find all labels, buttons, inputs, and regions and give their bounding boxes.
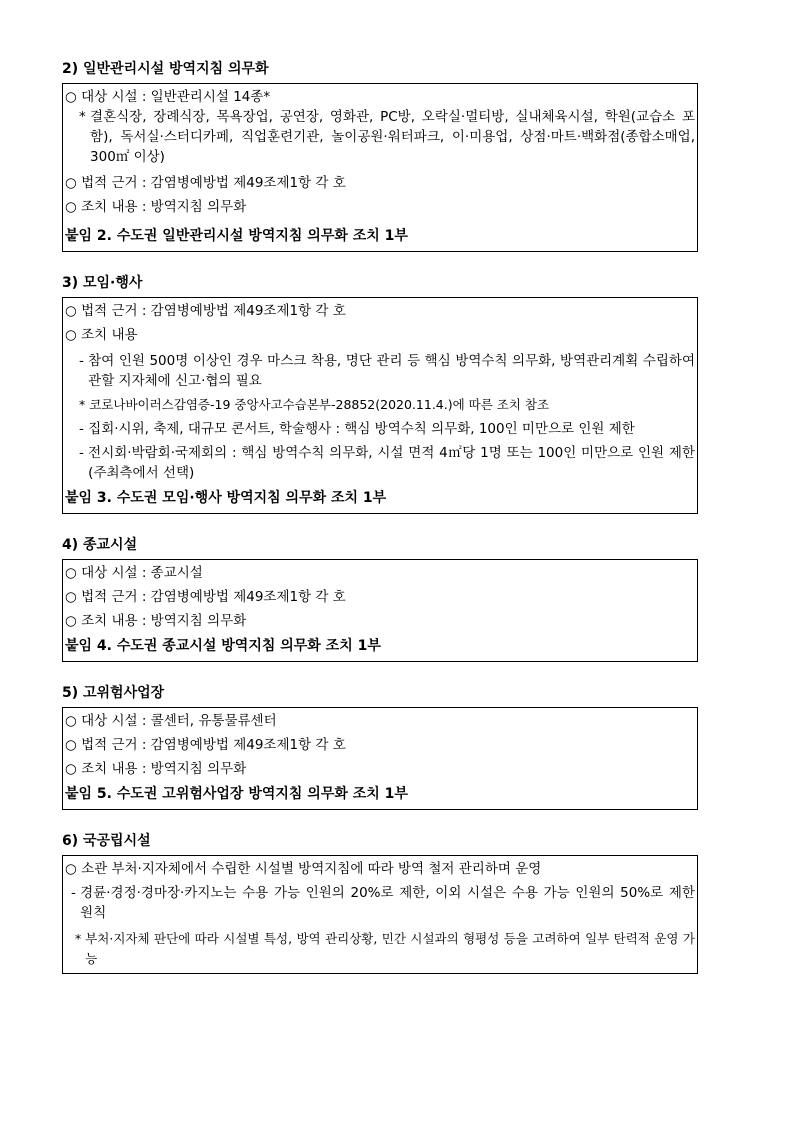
bullet-item bbox=[65, 325, 695, 345]
item-text: 부처·지자체 판단에 따라 시설별 특성, 방역 관리상황, 민간 시설과의 형평성 등을 고려하여 일부 탄력적 운영 가능 bbox=[85, 931, 695, 966]
item-text: 집회·시위, 축제, 대규모 콘서트, 학술행사 : 핵심 방역수칙 의무화, 100인 미만으로 인원 제한 bbox=[88, 421, 635, 437]
circle-bullet: ○ bbox=[65, 589, 77, 605]
dash-bullet: - bbox=[71, 885, 76, 901]
section-box-religious-facilities bbox=[62, 559, 698, 662]
item-text: 조치 내용 : 방역지침 의무화 bbox=[81, 613, 247, 629]
item-text: 조치 내용 bbox=[81, 327, 138, 343]
bullet-item bbox=[65, 197, 695, 217]
item-text: 법적 근거 : 감염병예방법 제49조제1항 각 호 bbox=[81, 303, 346, 319]
note-item bbox=[65, 107, 695, 167]
circle-bullet: ○ bbox=[65, 199, 77, 215]
item-text: 대상 시설 : 콜센터, 유통물류센터 bbox=[81, 713, 277, 729]
item-text: 대상 시설 : 일반관리시설 14종* bbox=[81, 89, 271, 105]
bullet-item bbox=[65, 711, 695, 731]
circle-bullet: ○ bbox=[65, 713, 77, 729]
asterisk-bullet: * bbox=[79, 397, 86, 412]
dash-bullet: - bbox=[79, 421, 84, 437]
item-text: 전시회·박람회·국제회의 : 핵심 방역수칙 의무화, 시설 면적 4㎡당 1명 또는 100인 미만으로 인원 제한(주최측에서 선택) bbox=[88, 445, 695, 481]
section-heading-high-risk-workplaces: 5) 고위험사업장 bbox=[62, 685, 165, 701]
section-box-public-facilities bbox=[62, 855, 698, 974]
bullet-item bbox=[65, 301, 695, 321]
attachment-line: 붙임 2. 수도권 일반관리시설 방역지침 의무화 조치 1부 bbox=[65, 228, 408, 244]
section-box-gatherings-events bbox=[62, 297, 698, 514]
circle-bullet: ○ bbox=[65, 861, 77, 877]
dash-item bbox=[65, 443, 695, 483]
bullet-item bbox=[65, 859, 695, 879]
dash-item bbox=[65, 419, 695, 439]
item-text: 코로나바이러스감염증-19 중앙사고수습본부-28852(2020.11.4.)에 따른 조치 참조 bbox=[89, 397, 550, 412]
section-heading-religious-facilities: 4) 종교시설 bbox=[62, 537, 138, 553]
note-item bbox=[65, 395, 695, 415]
circle-bullet: ○ bbox=[65, 737, 77, 753]
bullet-item bbox=[65, 735, 695, 755]
attachment-line: 붙임 4. 수도권 종교시설 방역지침 의무화 조치 1부 bbox=[65, 638, 381, 654]
asterisk-bullet: * bbox=[79, 109, 86, 125]
dash-bullet: - bbox=[79, 353, 84, 369]
item-text: 법적 근거 : 감염병예방법 제49조제1항 각 호 bbox=[81, 737, 346, 753]
dash-item bbox=[65, 351, 695, 391]
circle-bullet: ○ bbox=[65, 761, 77, 777]
item-text: 대상 시설 : 종교시설 bbox=[81, 565, 203, 581]
item-text: 법적 근거 : 감염병예방법 제49조제1항 각 호 bbox=[81, 175, 346, 191]
section-box-general-facilities bbox=[62, 83, 698, 252]
asterisk-bullet: * bbox=[75, 931, 82, 946]
item-text: 조치 내용 : 방역지침 의무화 bbox=[81, 199, 247, 215]
section-box-high-risk-workplaces bbox=[62, 707, 698, 810]
item-text: 경륜·경정·경마장·카지노는 수용 가능 인원의 20%로 제한, 이외 시설은 수용 가능 인원의 50%로 제한 원칙 bbox=[80, 885, 695, 921]
section-heading-general-facilities: 2) 일반관리시설 방역지침 의무화 bbox=[62, 61, 269, 77]
circle-bullet: ○ bbox=[65, 175, 77, 191]
attachment-line: 붙임 5. 수도권 고위험사업장 방역지침 의무화 조치 1부 bbox=[65, 786, 408, 802]
section-heading-gatherings-events: 3) 모임·행사 bbox=[62, 275, 143, 291]
dash-bullet: - bbox=[79, 445, 84, 461]
bullet-item bbox=[65, 587, 695, 607]
bullet-item bbox=[65, 173, 695, 193]
item-text: 참여 인원 500명 이상인 경우 마스크 착용, 명단 관리 등 핵심 방역수칙 의무화, 방역관리계획 수립하여 관할 지자체에 신고·협의 필요 bbox=[88, 353, 695, 389]
document-page bbox=[62, 58, 698, 974]
circle-bullet: ○ bbox=[65, 303, 77, 319]
item-text: 조치 내용 : 방역지침 의무화 bbox=[81, 761, 247, 777]
dash-item bbox=[65, 883, 695, 923]
circle-bullet: ○ bbox=[65, 327, 77, 343]
circle-bullet: ○ bbox=[65, 565, 77, 581]
bullet-item bbox=[65, 563, 695, 583]
item-text: 법적 근거 : 감염병예방법 제49조제1항 각 호 bbox=[81, 589, 346, 605]
bullet-item bbox=[65, 611, 695, 631]
attachment-line: 붙임 3. 수도권 모임·행사 방역지침 의무화 조치 1부 bbox=[65, 490, 387, 506]
bullet-item bbox=[65, 87, 695, 107]
circle-bullet: ○ bbox=[65, 89, 77, 105]
section-heading-public-facilities: 6) 국공립시설 bbox=[62, 833, 151, 849]
note-item bbox=[65, 929, 695, 969]
circle-bullet: ○ bbox=[65, 613, 77, 629]
bullet-item bbox=[65, 759, 695, 779]
item-text: 결혼식장, 장례식장, 목욕장업, 공연장, 영화관, PC방, 오락실·멀티방, 실내체육시설, 학원(교습소 포함), 독서실·스터디카페, 직업훈련기관, 놀이공원·워터파크, 이·미용업, 상점·마트·백화점(종합소매업, 300㎡ 이상) bbox=[90, 109, 695, 165]
item-text: 소관 부처·지자체에서 수립한 시설별 방역지침에 따라 방역 철저 관리하며 운영 bbox=[81, 861, 542, 877]
